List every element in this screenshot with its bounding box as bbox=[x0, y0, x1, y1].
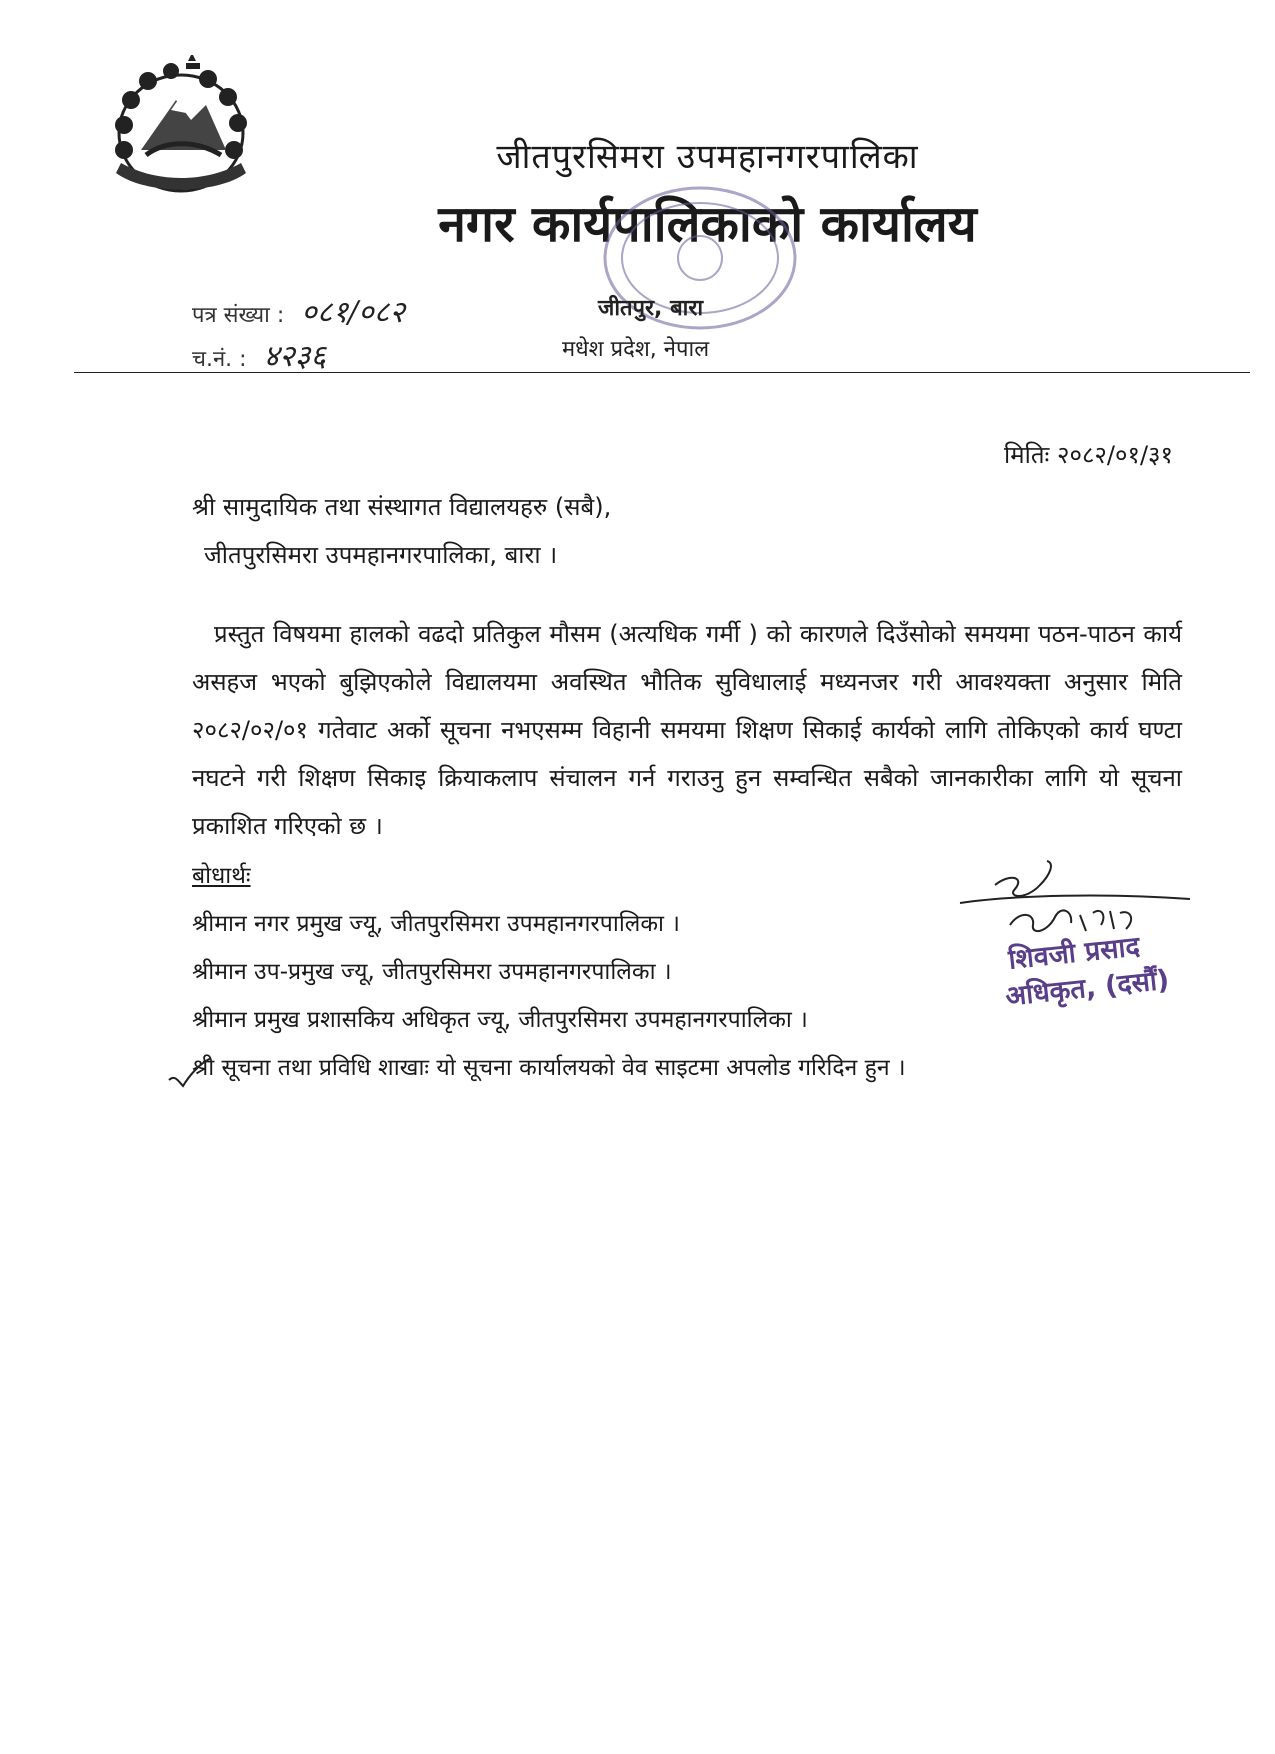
notice-body: प्रस्तुत विषयमा हालको वढदो प्रतिकुल मौसम (अत्यधिक गर्मी ) को कारणले दिउँसोको समयमा पठन-पाठन कार्य असहज भएको बुझिएकोले विद्यालयमा अवस्थित भौतिक सुविधालाई मध्यनजर गरी आवश्यक्ता अनुसार मिति २०८२/०२/०१ गतेवाट अर्को सूचना नभएसम्म विहानी समयमा शिक्षण सिकाई कार्यको लागि तोकिएको कार्य घण्टा नघटने गरी शिक्षण सिकाइ क्रियाकलाप संचालन गर्न गराउनु हुन सम्वन्धित सबैको जानकारीका लागि यो सूचना प्रकाशित गरिएको छ । bbox=[192, 620, 1182, 840]
letter-number bbox=[192, 290, 405, 331]
cc-list bbox=[192, 900, 906, 1092]
recipient-line2: जीतपुरसिमरा उपमहानगरपालिका, बारा । bbox=[204, 541, 558, 569]
header-divider bbox=[74, 372, 1250, 373]
office-address-line1: जीतपुर, बारा bbox=[598, 296, 704, 321]
cc-item: श्रीमान प्रमुख प्रशासकिय अधिकृत ज्यू, जीतपुरसिमरा उपमहानगरपालिका । bbox=[192, 1007, 808, 1033]
dispatch-number bbox=[192, 334, 326, 375]
dispatch-number-label: च.नं. : bbox=[192, 347, 247, 372]
signatory-title: अधिकृत, (दर्सौं) bbox=[1004, 964, 1171, 1013]
handwritten-tick-icon bbox=[165, 1052, 215, 1092]
cc-title: बोधार्थः bbox=[192, 863, 251, 889]
cc-item: श्रीमान नगर प्रमुख ज्यू, जीतपुरसिमरा उपमहानगरपालिका । bbox=[192, 911, 681, 937]
municipality-name: जीतपुरसिमरा उपमहानगरपालिका bbox=[496, 137, 919, 177]
dispatch-number-value: ४२३६ bbox=[263, 339, 326, 374]
signatory-name: शिवजी प्रसाद bbox=[1006, 931, 1142, 976]
nepal-government-emblem-icon bbox=[96, 55, 266, 205]
recipient-line1: श्री सामुदायिक तथा संस्थागत विद्यालयहरु (सबै), bbox=[192, 493, 612, 521]
cc-item: श्रीमान उप-प्रमुख ज्यू, जीतपुरसिमरा उपमहानगरपालिका । bbox=[192, 959, 672, 985]
office-address-line2: मधेश प्रदेश, नेपाल bbox=[562, 337, 710, 362]
office-name: नगर कार्यपालिकाको कार्यालय bbox=[438, 195, 977, 253]
letter-number-label: पत्र संख्या : bbox=[192, 303, 285, 328]
letter-date: मितिः २०८२/०१/३१ bbox=[1004, 441, 1173, 469]
cc-item: श्री सूचना तथा प्रविधि शाखाः यो सूचना कार्यालयको वेव साइटमा अपलोड गरिदिन हुन । bbox=[192, 1055, 906, 1081]
letter-number-value: ०८१/०८२ bbox=[301, 295, 405, 330]
